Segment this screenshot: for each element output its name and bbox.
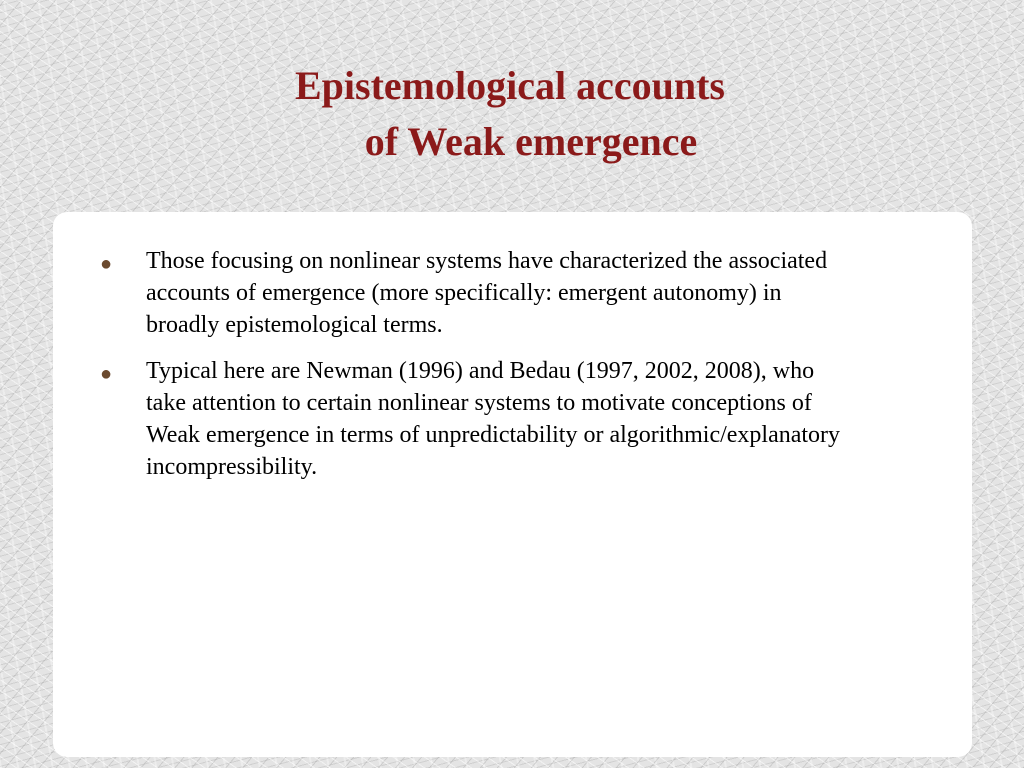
bullet-dot-icon: ● (100, 363, 113, 385)
slide-title (200, 58, 820, 170)
bullet-text: Typical here are Newman (1996) and Bedau (1997, 2002, 2008), who take attention to certain nonlinear systems to motivate conceptions of Weak emergence in terms of unpredictability or algorithmic/explanatory incompressibility. (146, 358, 841, 480)
slide-title-line-2: of Weak emergence (364, 119, 698, 164)
bullet-item (100, 355, 860, 483)
bullet-dot-icon: ● (100, 253, 113, 275)
bullet-item (100, 245, 860, 341)
content-panel (53, 212, 972, 757)
bullet-list (100, 245, 860, 497)
bullet-text: Those focusing on nonlinear systems have characterized the associated accounts of emergence (more specifically: emergent autonomy) in broadly epistemological terms. (146, 248, 828, 338)
slide-title-line-1: Epistemological accounts (295, 63, 725, 108)
